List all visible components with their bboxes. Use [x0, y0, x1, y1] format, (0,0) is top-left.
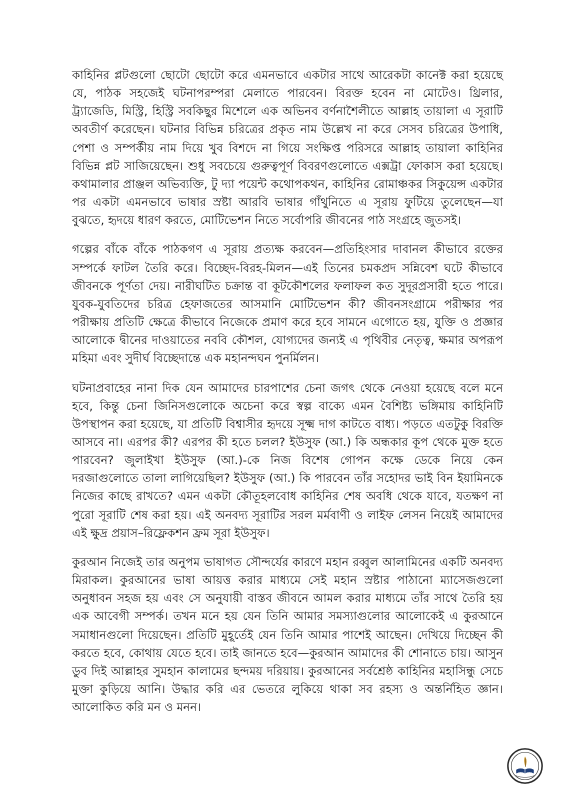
body-text: [72, 66, 503, 716]
paragraph-2: গল্পের বাঁকে বাঁকে পাঠকগণ এ সূরায় প্রত্যক্ষ করবেন—প্রতিহিংসার দাবানল কীভাবে রক্তের সম্পর্কে ফাটল তৈরি করে। বিচ্ছেদ-বিরহ-মিলন—এই তিনের চমকপ্রদ সন্নিবেশ ঘটে কীভাবে জীবনকে পূর্ণতা দেয়। নারীঘটিত চক্রান্ত বা কূটকৌশলের ফলাফল কত সুদূরপ্রসারী হতে পারে। যুবক-যুবতিদের চরিত্র হেফাজতের আসমানি মোটিভেশন কী? জীবনসংগ্রামে পরীক্ষার পর পরীক্ষায় প্রতিটি ক্ষেত্রে কীভাবে নিজেকে প্রমাণ করে হবে সামনে এগোতে হয়, যুক্তি ও প্রজ্ঞার আলোকে দ্বীনের দাওয়াতের নববি কৌশল, যোগ্যদের জন্যই এ পৃথিবীর নেতৃত্ব, ক্ষমার অপরূপ মহিমা এবং সুদীর্ঘ বিচ্ছেদান্তে এক মহানন্দঘন পুনর্মিলন।: [72, 242, 503, 366]
paragraph-4: কুরআন নিজেই তার অনুপম ভাষাগত সৌন্দর্যের কারণে মহান রব্বুল আলামিনের একটি অনবদ্য মিরাকল। কুরআনের ভাষা আয়ত্ত করার মাধ্যমে সেই মহান স্রষ্টার পাঠানো ম্যাসেজগুলো অনুধাবন সহজ হয় এবং সে অনুযায়ী বাস্তব জীবনে আমল করার মাধ্যমে তাঁর সাথে তৈরি হয় এক আবেগী সম্পর্ক। তখন মনে হয় যেন তিনি আমার সমস্যাগুলোর আলোকেই এ কুরআনে সমাধানগুলো দিয়েছেন। প্রতিটি মুহূর্তেই যেন তিনি আমার পাশেই আছেন। দেখিয়ে দিচ্ছেন কী করতে হবে, কোথায় যেতে হবে। তাই জানতে হবে—কুরআন আমাদের কী শোনাতে চায়। আসুন ডুব দিই আল্লাহর সুমহান কালামের ছন্দময় দরিয়ায়। কুরআনের সর্বশ্রেষ্ঠ কাহিনির মহাসিন্ধু সেচে মুক্তা কুড়িয়ে আনি। উদ্ধার করি এর ভেতরে লুকিয়ে থাকা সব রহস্য ও অন্তর্নিহিত জ্ঞান। আলোকিত করি মন ও মনন।: [72, 554, 503, 715]
paragraph-1: কাহিনির প্লটগুলো ছোটো ছোটো করে এমনভাবে একটার সাথে আরেকটা কানেক্ট করা হয়েছে যে, পাঠক সহজেই ঘটনাপরম্পরা মেলাতে পারবেন। বিরক্ত হবেন না মোটেও। থ্রিলার, ট্র্যাজেডি, মিস্ট্রি, হিস্ট্রি সবকিছুর মিশেলে এক অভিনব বর্ণনাশৈলীতে আল্লাহ তায়ালা এ সূরাটি অবতীর্ণ করেছেন। ঘটনার বিভিন্ন চরিত্রের প্রকৃত নাম উল্লেখ না করে সেসব চরিত্রের উপাধি, পেশা ও সম্পর্কীয় নাম দিয়ে খুব বিশদে না গিয়ে সংক্ষিপ্ত পরিসরে আল্লাহ তায়ালা কাহিনির বিভিন্ন প্লট সাজিয়েছেন। শুধু সবচেয়ে গুরুত্বপূর্ণ বিবরণগুলোতে এক্সট্রা ফোকাস করা হয়েছে। কথামালার প্রাঞ্জল অভিব্যক্তি, টু দ্যা পয়েন্ট কথোপকথন, কাহিনির রোমাঞ্চকর সিকুয়েন্স একটার পর একটা এমনভাবে ভাষার স্রষ্টা আরবি ভাষার গাঁথুনিতে এ সূরায় ফুটিয়ে তুলেছেন—যা বুঝতে, হৃদয়ে ধারণ করতে, মোটিভেশন নিতে সর্বোপরি জীবনের পাঠ সংগ্রহে জুতসই।: [72, 68, 503, 228]
book-quill-seal-icon: [506, 747, 544, 785]
paragraph-3: ঘটনাপ্রবাহের নানা দিক যেন আমাদের চারপাশের চেনা জগৎ থেকে নেওয়া হয়েছে বলে মনে হবে, কিন্তু চেনা জিনিসগুলোকে অচেনা করে স্বল্প বাক্যে এমন বৈশিষ্ট্য ভঙ্গিমায় কাহিনিটি উপস্থাপন করা হয়েছে, যা প্রতিটি বিশ্বাসীর হৃদয়ে সূক্ষ্ম দাগ কাটতে বাধ্য। পড়তে এতটুকু বিরক্তি আসবে না। এরপর কী? এরপর কী হতে চলল? ইউসুফ (আ.) কি অন্ধকার কূপ থেকে মুক্ত হতে পারবেন? জুলাইখা ইউসুফ (আ.)-কে নিজ বিশেষ গোপন কক্ষে ডেকে নিয়ে কেন দরজাগুলোতে তালা লাগিয়েছিল? ইউসুফ (আ.) কি পারবেন তাঁর সহোদর ভাই বিন ইয়ামিনকে নিজের কাছে রাখতে? এমন একটা কৌতূহলবোধ কাহিনির শেষ অবধি থেকে যাবে, যতক্ষণ না পুরো সূরাটি শেষ করা হয়। এই অনবদ্য সূরাটির সরল মর্মবাণী ও লাইফ লেসন নিয়েই আমাদের এই ক্ষুদ্র প্রয়াস–রিফ্লেকশন ফ্রম সূরা ইউসুফ।: [72, 380, 503, 540]
